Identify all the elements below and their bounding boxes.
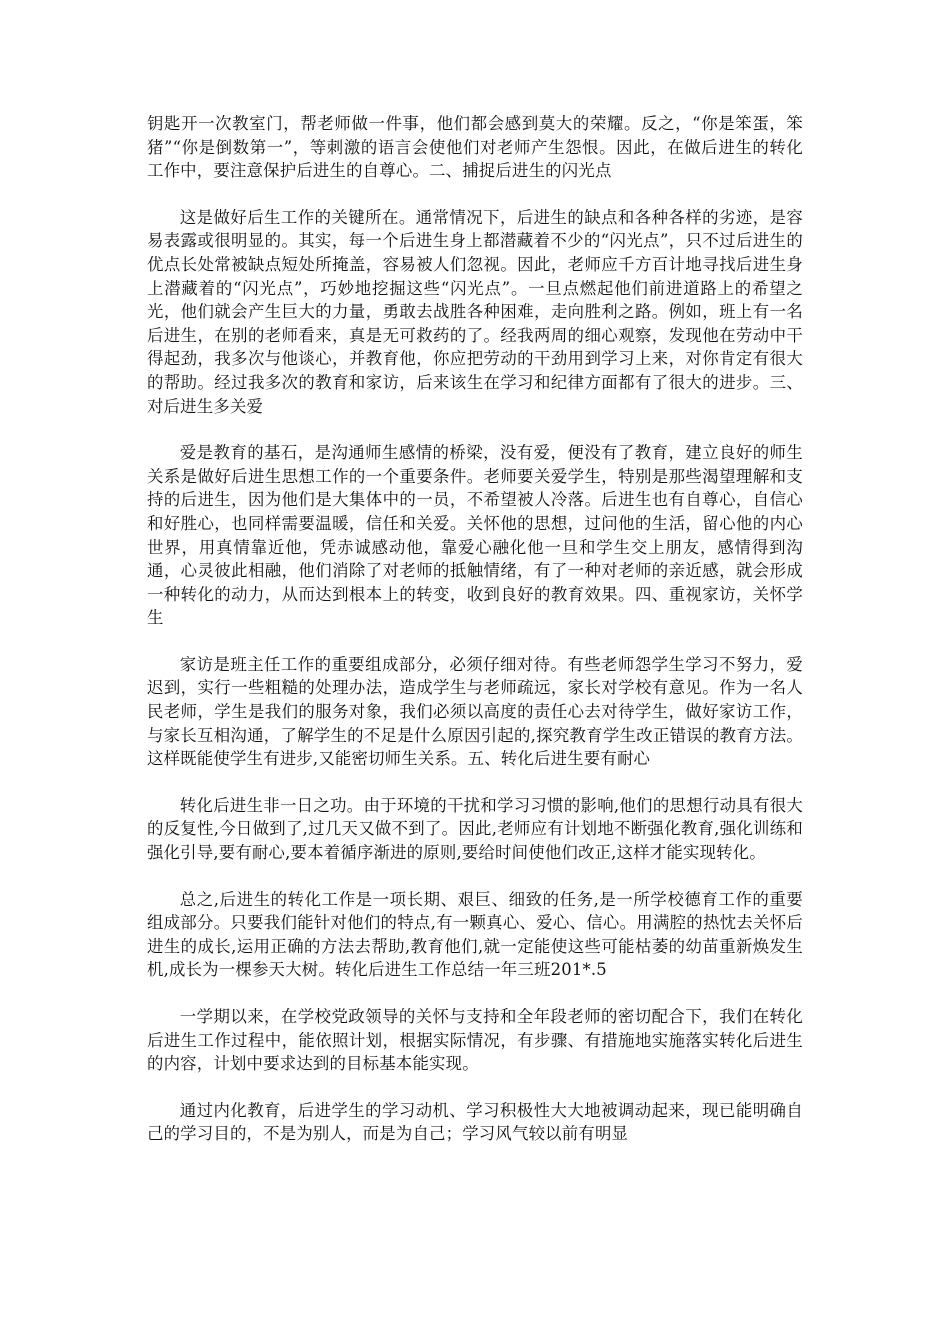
- paragraph-1: 钥匙开一次教室门，帮老师做一件事，他们都会感到莫大的荣耀。反之，“你是笨蛋，笨猪”“你是倒数第一”，等刺激的语言会使他们对老师产生怨恨。因此，在做后进生的转化工作中，要注意保护后进生的自尊心。二、捕捉后进生的闪光点: [147, 114, 803, 181]
- paragraph-7: 一学期以来，在学校党政领导的关怀与支持和全年段老师的密切配合下，我们在转化后进生工作过程中，能依照计划，根据实际情况，有步骤、有措施地实施落实转化后进生的内容，计划中要求达到的目标基本能实现。: [147, 1007, 803, 1074]
- paragraph-5: 转化后进生非一日之功。由于环境的干扰和学习习惯的影响,他们的思想行动具有很大的反复性,今日做到了,过几天又做不到了。因此,老师应有计划地不断强化教育,强化训练和强化引导,要有耐心,要本着循序渐进的原则,要给时间使他们改正,这样才能实现转化。: [147, 795, 803, 863]
- paragraph-8: 通过内化教育，后进学生的学习动机、学习积极性大大地被调动起来，现已能明确自己的学习目的，不是为别人，而是为自己；学习风气较以前有明显: [147, 1100, 803, 1144]
- paragraph-6: 总之,后进生的转化工作是一项长期、艰巨、细致的任务,是一所学校德育工作的重要组成部分。只要我们能针对他们的特点,有一颗真心、爱心、信心。用满腔的热忱去关怀后进生的成长,运用正确的方法去帮助,教育他们,就一定能使这些可能枯萎的幼苗重新焕发生机,成长为一棵参天大树。转化后进生工作总结一年三班201*.5: [147, 889, 803, 980]
- paragraph-2: 这是做好后生工作的关键所在。通常情况下，后进生的缺点和各种各样的劣迹，是容易表露或很明显的。其实，每一个后进生身上都潜藏着不少的“闪光点”，只不过后进生的优点长处常被缺点短处所掩盖，容易被人们忽视。因此，老师应千方百计地寻找后进生身上潜藏着的“闪光点”，巧妙地挖掘这些“闪光点”。一旦点燃起他们前进道路上的希望之光，他们就会产生巨大的力量，勇敢去战胜各种困难，走向胜利之路。例如，班上有一名后进生，在别的老师看来，真是无可救药的了。经我两周的细心观察，发现他在劳动中干得起劲，我多次与他谈心，并教育他，你应把劳动的干劲用到学习上来，对你肯定有很大的帮助。经过我多次的教育和家访，后来该生在学习和纪律方面都有了很大的进步。三、对后进生多关爱: [147, 207, 803, 416]
- paragraph-4: 家访是班主任工作的重要组成部分，必须仔细对待。有些老师怨学生学习不努力，爱迟到，实行一些粗糙的处理办法，造成学生与老师疏远，家长对学校有意见。作为一名人民老师，学生是我们的服务对象，我们必须以高度的责任心去对待学生，做好家访工作，与家长互相沟通，了解学生的不足是什么原因引起的,探究教育学生改正错误的教育方法。这样既能使学生有进步,又能密切师生关系。五、转化后进生要有耐心: [147, 654, 803, 769]
- document-page: [147, 112, 803, 1146]
- paragraph-3: 爱是教育的基石，是沟通师生感情的桥梁，没有爱，便没有了教育，建立良好的师生关系是做好后进生思想工作的一个重要条件。老师要关爱学生，特别是那些渴望理解和支持的后进生，因为他们是大集体中的一员，不希望被人冷落。后进生也有自尊心，自信心和好胜心，也同样需要温暖，信任和关爱。关怀他的思想，过问他的生活，留心他的内心世界，用真情靠近他，凭赤诚感动他，靠爱心融化他一旦和学生交上朋友，感情得到沟通，心灵彼此相融，他们消除了对老师的抵触情绪，有了一种对老师的亲近感，就会形成一种转化的动力，从而达到根本上的转变，收到良好的教育效果。四、重视家访，关怀学生: [147, 443, 803, 628]
